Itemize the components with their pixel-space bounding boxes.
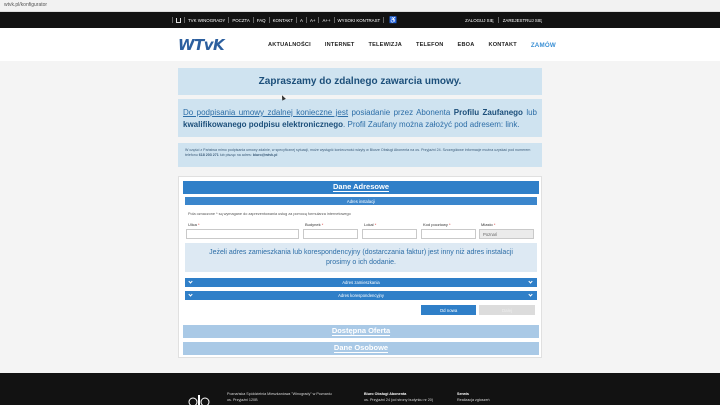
link-tvk-winogrady[interactable]: TVK WINOGRADY <box>188 17 226 23</box>
logo-text: WTvK <box>178 36 225 54</box>
boa-title: Biuro Obsługi Abonenta <box>364 392 407 396</box>
footer <box>0 373 720 405</box>
top-utility-bar <box>0 12 720 28</box>
apartment-label <box>364 222 376 227</box>
nav-kontakt[interactable]: KONTAKT <box>488 42 517 48</box>
nav-telefon[interactable]: TELEFON <box>416 42 444 48</box>
notice-qualified-signature: kwalifikowanego podpisu elektronicznego <box>183 119 344 129</box>
notice-text: lub <box>522 108 538 117</box>
nav-eboa[interactable]: EBOA <box>457 42 475 48</box>
notice-profile: Profilu Zaufanego <box>453 108 523 117</box>
required-mark: * <box>198 222 200 227</box>
visit-info-box <box>178 143 542 167</box>
browser-url-bar[interactable] <box>0 0 720 12</box>
link-faq[interactable]: FAQ <box>256 17 266 23</box>
org-address: os. Przyjaźni 120B <box>227 398 258 402</box>
street-label <box>188 222 200 227</box>
section-title: Dostępna Oferta <box>331 326 391 335</box>
label-text: Kod pocztowy <box>423 222 448 227</box>
service-text: Realizacja zgłoszeń <box>457 398 490 402</box>
label-text: Lokal <box>364 222 374 227</box>
address-note: Jeżeli adres zamieszkania lub korespondencyjny (dostarczania faktur) jest inny niż adres instalacji prosimy o ich dodanie. <box>185 243 537 272</box>
required-mark: * <box>321 222 324 227</box>
auth-links <box>465 12 542 28</box>
required-mark: * <box>493 222 496 227</box>
street-input[interactable] <box>186 229 299 239</box>
footer-service <box>457 391 490 403</box>
org-name: Poznańska Spółdzielnia Mieszkaniowa "Winogrady" w Poznaniu <box>227 392 332 396</box>
postal-code-input[interactable] <box>421 229 476 239</box>
link-kontakt[interactable]: KONTAKT <box>272 17 294 23</box>
browser-url[interactable]: wtvk.pl/konfigurator <box>4 2 48 8</box>
reset-button[interactable]: Od nowa <box>421 305 476 315</box>
section-personal-data[interactable] <box>183 342 539 355</box>
info-text: W części z Państwa mimo podpisania umowy zdalnie, w specyficznej sytuacji, może wystąpić konieczność wizyty w Biurze Obsługi Abonenta na os. Przyjaźni 24. Szczegółowe informacje można uzyskać pod numerem telefonu <box>185 148 531 157</box>
section-address-data[interactable] <box>183 181 539 194</box>
order-form-panel <box>178 176 542 358</box>
font-size-largest[interactable]: A++ <box>322 17 331 23</box>
nav-zamow[interactable]: ZAMÓW <box>530 41 556 49</box>
required-mark: * <box>374 222 377 227</box>
section-title: Dane Adresowe <box>333 182 389 191</box>
section-offer[interactable] <box>183 325 539 338</box>
footer-logo-icon <box>186 394 212 405</box>
login-link[interactable]: ZALOGUJ SIĘ <box>465 17 494 23</box>
label-text: Miasto <box>481 222 493 227</box>
nav-aktualnosci[interactable]: AKTUALNOŚCI <box>268 42 311 48</box>
accordion-label: Adres zamieszkania <box>342 280 380 285</box>
main-nav <box>268 39 556 51</box>
info-text: lub pisząc na adres: <box>218 153 253 157</box>
service-title: Serwis <box>457 392 469 396</box>
notice-link[interactable]: link <box>505 119 518 129</box>
label-text: Ulica <box>188 222 197 227</box>
required-mark: * <box>449 222 451 227</box>
nav-telewizja[interactable]: TELEWIZJA <box>368 42 402 48</box>
footer-org <box>227 391 332 403</box>
link-poczta[interactable]: POCZTA <box>232 17 250 23</box>
accordion-correspondence-address[interactable] <box>185 291 537 300</box>
accordion-residence-address[interactable] <box>185 278 537 287</box>
chevron-down-icon <box>188 292 192 296</box>
install-address-header: Adres instalacji <box>185 197 537 205</box>
home-link[interactable] <box>173 17 184 23</box>
required-note: Pola oznaczone * są wymagane do zaprezentowania usług za pomocą formularza internetowego <box>188 212 351 216</box>
notice-text: . Profil Zaufany można założyć pod adresem: <box>343 119 506 129</box>
utility-links <box>172 12 400 28</box>
info-email[interactable]: biuro@wtvk.pl <box>252 153 278 157</box>
notice-underlined: Do podpisania umowy zdalnej konieczne jest <box>183 108 349 117</box>
accordion-label: Adres korespondencyjny <box>338 293 384 298</box>
postal-code-label <box>423 222 451 227</box>
chevron-down-icon <box>528 292 532 296</box>
building-input[interactable] <box>303 229 358 239</box>
register-link[interactable]: ZAREJESTRUJ SIĘ <box>502 17 542 23</box>
building-label <box>305 222 323 227</box>
high-contrast-link[interactable]: WYSOKI KONTRAST <box>337 17 381 23</box>
city-label <box>481 222 495 227</box>
font-size-normal[interactable]: A <box>300 17 303 23</box>
home-icon <box>176 18 181 23</box>
section-title: Dane Osobowe <box>333 343 389 352</box>
divider <box>383 17 384 23</box>
notice-text: . <box>517 119 520 129</box>
nav-internet[interactable]: INTERNET <box>324 42 355 48</box>
boa-address: os. Przyjaźni 24 (od strony budynku nr 20) <box>364 398 434 402</box>
notice-text: posiadanie przez Abonenta <box>348 108 454 117</box>
chevron-down-icon <box>188 279 192 283</box>
site-logo[interactable] <box>178 37 226 53</box>
font-size-larger[interactable]: A+ <box>309 17 316 23</box>
label-text: Budynek <box>305 222 321 227</box>
info-phone[interactable]: 618 203 271 <box>198 153 219 157</box>
apartment-input[interactable] <box>362 229 417 239</box>
signature-notice <box>178 99 542 137</box>
welcome-banner: Zapraszamy do zdalnego zawarcia umowy. <box>178 68 542 95</box>
footer-boa <box>364 391 433 403</box>
next-button-disabled: Dalej <box>479 305 535 315</box>
accessibility-icon[interactable]: ♿ <box>389 17 398 24</box>
chevron-down-icon <box>528 279 532 283</box>
divider <box>498 17 499 23</box>
city-input: Poznań <box>479 229 534 239</box>
